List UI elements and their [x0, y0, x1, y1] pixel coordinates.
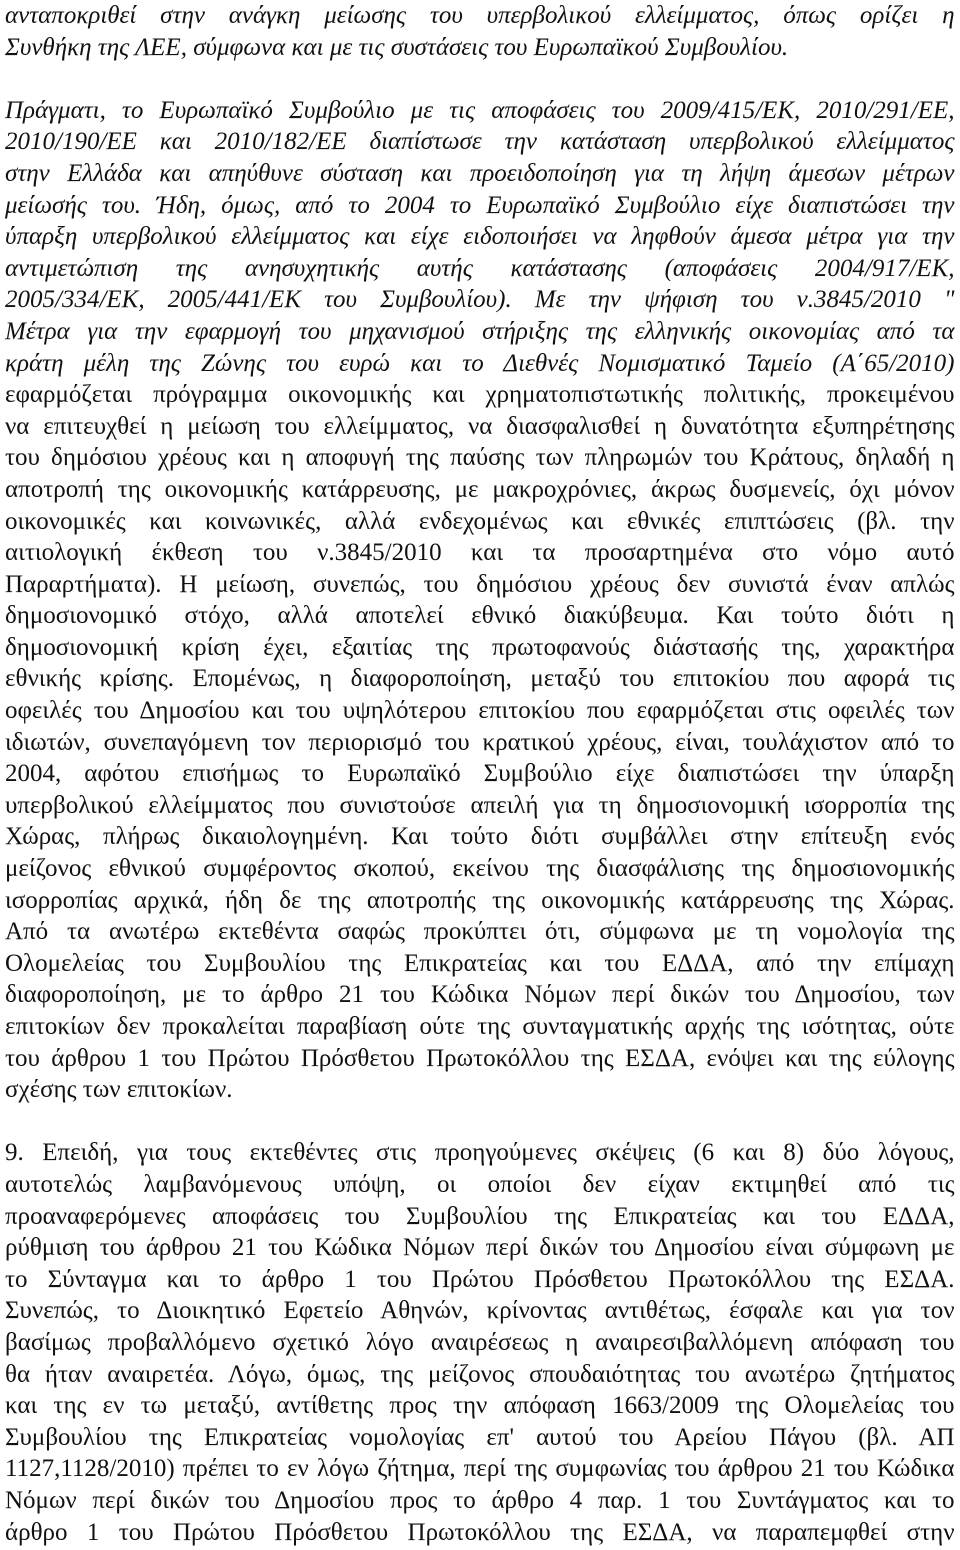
text-line: Από τα ανωτέρω εκτεθέντα σαφώς προκύπτει ότι, σύμφωνα με τη νομολογία της: [5, 918, 955, 946]
text-line: αντιμετώπιση της ανησυχητικής αυτής κατάστασης (αποφάσεις 2004/917/ΕΚ,: [5, 254, 955, 282]
text-line: οφειλές του Δημοσίου και του υψηλότερου επιτοκίου που εφαρμόζεται στις οφειλές των: [5, 697, 955, 725]
paragraph-9: [5, 1137, 955, 1548]
text-line: στην Ελλάδα και απηύθυνε σύσταση και προειδοποίηση για τη λήψη άμεσων μέτρων: [5, 159, 955, 187]
text-line: υπερβολικού ελλείμματος που συνιστούσε απειλή για τη δημοσιονομική ισορροπία της: [5, 791, 955, 819]
text-line: αποτροπή της οικονομικής κατάρρευσης, με μακροχρόνιες, άκρως δυσμενείς, όχι μόνον: [5, 475, 955, 503]
text-line: διαφοροποίηση, με το άρθρο 21 του Κώδικα Νόμων περί δικών του Δημοσίου, των: [5, 981, 955, 1009]
text-line: Παραρτήματα). Η μείωση, συνεπώς, του δημόσιου χρέους δεν συνιστά έναν απλώς: [5, 570, 955, 598]
text-line: σχέσης των επιτοκίων.: [5, 1076, 233, 1104]
text-line: να επιτευχθεί η μείωση του ελλείμματος, να διασφαλισθεί η δυνατότητα εξυπηρέτησης: [5, 412, 955, 440]
text-line: Συνεπώς, το Διοικητικό Εφετείο Αθηνών, κρίνοντας αντιθέτως, έσφαλε και για τον: [5, 1297, 955, 1325]
text-line: 2010/190/ΕΕ και 2010/182/ΕΕ διαπίστωσε την κατάσταση υπερβολικού ελλείμματος: [5, 128, 955, 156]
text-line: κράτη μέλη της Ζώνης του ευρώ και το Διεθνές Νομισματικό Ταμείο (Α΄65/2010): [5, 349, 955, 377]
text-line: ιδιωτών, συνεπαγόμενη τον περιορισμό του κρατικού χρέους, είναι, τουλάχιστον από το: [5, 728, 955, 756]
text-line: ισορροπίας αρχικά, ήδη δε της αποτροπής της οικονομικής κατάρρευσης της Χώρας.: [5, 886, 955, 914]
text-line: οικονομικές και κοινωνικές, αλλά ενδεχομένως και εθνικές επιπτώσεις (βλ. την: [5, 507, 955, 535]
text-line: 2004, αφότου επισήμως το Ευρωπαϊκό Συμβούλιο είχε διαπιστώσει την ύπαρξη: [5, 760, 955, 788]
text-line: το Σύνταγμα και το άρθρο 1 του Πρώτου Πρόσθετου Πρωτοκόλλου της ΕΣΔΑ.: [5, 1265, 955, 1293]
paragraph-continued: [5, 0, 955, 63]
text-line: δημοσιονομική κρίση έχει, εξαιτίας της πρωτοφανούς διάστασής της, χαρακτήρα: [5, 633, 955, 661]
text-line: Χώρας, πλήρως δικαιολογημένη. Και τούτο διότι συμβάλλει στην επίτευξη ενός: [5, 823, 955, 851]
text-line: του δημόσιου χρέους και η αποφυγή της παύσης των πληρωμών του Κράτους, δηλαδή η: [5, 444, 955, 472]
text-line: εφαρμόζεται πρόγραμμα οικονομικής και χρηματοπιστωτικής πολιτικής, προκειμένου: [5, 381, 955, 409]
text-line: ρύθμιση του άρθρου 21 του Κώδικα Νόμων περί δικών του Δημοσίου είναι σύμφωνη με: [5, 1234, 955, 1262]
text-line: μείζονος εθνικού συμφέροντος σκοπού, εκείνου της διασφάλισης της δημοσιονομικής: [5, 855, 955, 883]
text-line: 1127,1128/2010) πρέπει το εν λόγω ζήτημα, περί της συμφωνίας του άρθρου 21 του Κώδικα: [5, 1455, 955, 1483]
text-line: Νόμων περί δικών του Δημοσίου προς το άρθρο 4 παρ. 1 του Συντάγματος και το: [5, 1486, 955, 1514]
text-line: Συμβουλίου της Επικρατείας νομολογίας επ' αυτού του Αρείου Πάγου (βλ. ΑΠ: [5, 1423, 955, 1451]
text-line: αυτοτελώς λαμβανόμενους υπόψη, οι οποίοι δεν είχαν εκτιμηθεί από τις: [5, 1170, 955, 1198]
text-line: αιτιολογική έκθεση του ν.3845/2010 και τα προσαρτημένα στο νόμο αυτό: [5, 539, 955, 567]
text-line: Ολομελείας του Συμβουλίου της Επικρατείας και του ΕΔΔΑ, από την επίμαχη: [5, 949, 955, 977]
paragraph-main: [5, 95, 955, 1106]
text-line: Πράγματι, το Ευρωπαϊκό Συμβούλιο με τις αποφάσεις του 2009/415/ΕΚ, 2010/291/ΕΕ,: [5, 96, 955, 124]
text-line: προαναφερόμενες αποφάσεις του Συμβουλίου της Επικρατείας και του ΕΔΔΑ,: [5, 1202, 955, 1230]
text-line: 9. Επειδή, για τους εκτεθέντες στις προηγούμενες σκέψεις (6 και 8) δύο λόγους,: [5, 1139, 955, 1167]
text-line: δημοσιονομικό στόχο, αλλά αποτελεί εθνικό διακύβευμα. Και τούτο διότι η: [5, 602, 955, 630]
text-line: εθνικής κρίσης. Επομένως, η διαφοροποίηση, μεταξύ του επιτοκίου που αφορά τις: [5, 665, 955, 693]
text-line: Μέτρα για την εφαρμογή του μηχανισμού στήριξης της ελληνικής οικονομίας από τα: [5, 317, 955, 345]
text-line: Συνθήκη της ΛΕΕ, σύμφωνα και με τις συστάσεις του Ευρωπαϊκού Συμβουλίου.: [5, 33, 789, 61]
text-line: άρθρο 1 του Πρώτου Πρόσθετου Πρωτοκόλλου της ΕΣΔΑ, να παραπεμφθεί στην: [5, 1518, 955, 1546]
text-line: ύπαρξη υπερβολικού ελλείμματος και είχε ειδοποιήσει να ληφθούν άμεσα μέτρα για την: [5, 223, 955, 251]
text-line: και της εν τω μεταξύ, αντίθετης προς την απόφαση 1663/2009 της Ολομελείας του: [5, 1392, 955, 1420]
text-line: 2005/334/ΕΚ, 2005/441/ΕΚ του Συμβουλίου). Με την ψήφιση του ν.3845/2010 ": [5, 286, 955, 314]
text-line: μείωσής του. Ήδη, όμως, από το 2004 το Ευρωπαϊκό Συμβούλιο είχε διαπιστώσει την: [5, 191, 955, 219]
text-line: επιτοκίων δεν προκαλείται παραβίαση ούτε της συνταγματικής αρχής της ισότητας, ούτε: [5, 1013, 955, 1040]
text-line: ανταποκριθεί στην ανάγκη μείωσης του υπερβολικού ελλείμματος, όπως ορίζει η: [5, 2, 955, 29]
text-line: βασίμως προβαλλόμενο σχετικό λόγο αναιρέσεως η αναιρεσιβαλλόμενη απόφαση του: [5, 1328, 955, 1356]
text-line: θα ήταν αναιρετέα. Λόγω, όμως, της μείζονος σπουδαιότητας του ανωτέρω ζητήματος: [5, 1360, 955, 1388]
text-line: του άρθρου 1 του Πρώτου Πρόσθετου Πρωτοκόλλου της ΕΣΔΑ, ενόψει και της εύλογης: [5, 1044, 955, 1072]
